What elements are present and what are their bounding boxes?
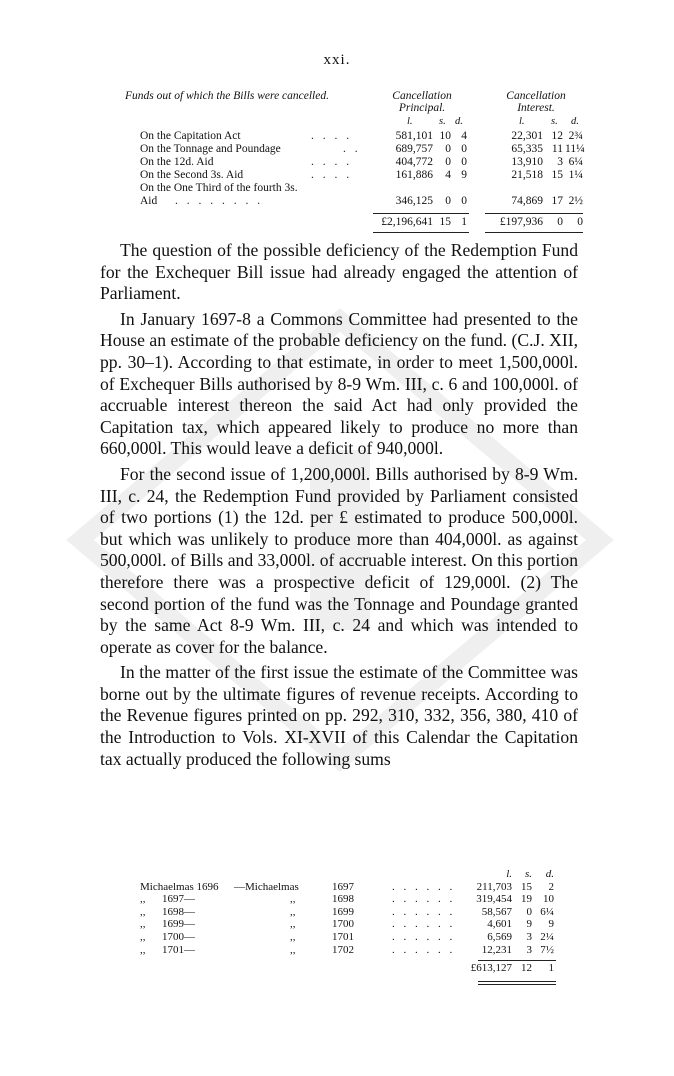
amount-pence: 7½ (540, 943, 554, 956)
period-start: Michaelmas 1696 (140, 880, 219, 893)
total-principal-shillings: 15 (439, 216, 451, 228)
leader-dots: . . . . (311, 156, 353, 168)
period-separator: ,, (290, 943, 296, 956)
interest-pounds: 74,869 (511, 195, 543, 207)
interest-shillings: 15 (551, 169, 563, 181)
total-underline (373, 232, 469, 233)
paragraph: In January 1697-8 a Commons Committee had presented to the House an estimate of the probable deficiency on the fund. (C.J. XII, pp. 30–1). According to that estimate, in order to meet 1,500,000l. of Exchequer Bills authorised by 8-9 Wm. III, c. 6 and 100,000l. of accruable interest thereon the said Act had only provided the Capitation tax, which appeared likely to produce no more than 660,000l. This would leave a deficit of 940,000l. (100, 308, 578, 459)
amount-shillings: 3 (526, 930, 532, 943)
row-label: On the 12d. Aid (140, 156, 214, 168)
amount-pounds: 12,231 (481, 943, 512, 956)
interest-pence: 1¼ (568, 169, 583, 181)
table-row (115, 156, 585, 169)
total-pounds: £613,127 (470, 962, 512, 975)
amount-pounds: 4,601 (487, 918, 512, 931)
leader-dots: . . . . . . (392, 943, 456, 956)
period-end: 1702 (332, 943, 354, 956)
total-interest-pence: 0 (577, 216, 583, 228)
period-separator: —Michaelmas (234, 880, 299, 893)
interest-pence: 2½ (568, 195, 583, 207)
paragraph: The question of the possible deficiency of the Redemption Fund for the Exchequer Bill issue had already engaged the attention of Parliament. (100, 240, 578, 304)
principal-pence: 0 (461, 156, 467, 168)
period-start: ,, 1701— (140, 943, 195, 956)
unit-shillings: s. (551, 116, 558, 127)
row-label: Aid (140, 195, 158, 207)
amount-pence: 6¼ (540, 905, 554, 918)
table-row (115, 195, 585, 208)
period-start: ,, 1697— (140, 893, 195, 906)
table-row (115, 130, 585, 143)
interest-pounds: 21,518 (511, 169, 543, 181)
principal-pence: 9 (461, 169, 467, 181)
interest-pence: 2¾ (568, 130, 583, 142)
total-underline (478, 981, 556, 982)
amount-pence: 9 (548, 918, 554, 931)
principal-pence: 0 (461, 195, 467, 207)
unit-pounds: l. (407, 116, 413, 127)
capitation-table-units (140, 868, 580, 881)
amount-shillings: 3 (526, 943, 532, 956)
unit-pounds: l. (506, 868, 512, 880)
table-row (140, 906, 580, 919)
amount-pounds: 58,567 (481, 905, 512, 918)
row-label: On the One Third of the fourth 3s. (140, 182, 298, 194)
total-rule (485, 213, 583, 214)
row-label: On the Second 3s. Aid (140, 169, 244, 181)
period-end: 1697 (332, 880, 354, 893)
leader-dots: . . . . . . (392, 905, 456, 918)
principal-shillings: 0 (445, 195, 451, 207)
period-separator: ,, (290, 893, 296, 906)
total-rule (373, 213, 469, 214)
total-pence: 1 (548, 962, 554, 975)
total-shillings: 12 (521, 962, 532, 975)
total-rule (478, 960, 556, 961)
period-end: 1700 (332, 918, 354, 931)
leader-dots: . . . . . . (392, 893, 456, 906)
period-separator: ,, (290, 918, 296, 931)
table-row (140, 918, 580, 931)
interest-pence: 6¼ (568, 156, 583, 168)
interest-pounds: 22,301 (511, 130, 543, 142)
period-start: ,, 1699— (140, 918, 195, 931)
principal-pounds: 161,886 (395, 169, 433, 181)
amount-shillings: 9 (526, 918, 532, 931)
principal-shillings: 10 (439, 130, 451, 142)
principal-pence: 0 (461, 143, 467, 155)
period-start: ,, 1698— (140, 905, 195, 918)
total-row (115, 216, 585, 229)
body-text (100, 240, 578, 774)
period-separator: ,, (290, 930, 296, 943)
interest-pence: 11¼ (565, 143, 585, 155)
principal-pounds: 689,757 (395, 143, 433, 155)
total-interest-shillings: 0 (557, 216, 563, 228)
total-underline (485, 232, 583, 233)
unit-pence: d. (455, 116, 463, 127)
page-number: xxi. (323, 52, 351, 68)
table-row (115, 169, 585, 182)
principal-pounds: 404,772 (395, 156, 433, 168)
leader-dots: . . . . . . (392, 918, 456, 931)
interest-shillings: 11 (551, 143, 563, 155)
principal-pence: 4 (461, 130, 467, 142)
amount-pounds: 319,454 (476, 893, 512, 906)
cancellation-table-body (115, 130, 585, 208)
header-funds: Funds out of which the Bills were cancelled. (125, 90, 329, 102)
table-row (115, 182, 585, 195)
period-separator: ,, (290, 905, 296, 918)
table-row (140, 931, 580, 944)
principal-shillings: 4 (445, 169, 451, 181)
unit-shillings: s. (524, 868, 532, 880)
amount-pounds: 6,569 (487, 930, 512, 943)
interest-shillings: 12 (551, 130, 563, 142)
unit-pence: d. (545, 868, 554, 880)
cancellation-table (115, 90, 585, 228)
paragraph: In the matter of the first issue the estimate of the Committee was borne out by the ultimate figures of revenue receipts. According to the Revenue figures printed on pp. 292, 310, 332, 356, 380, 410 of the Introduction to Vols. XI-XVII of this Calendar the Capitation tax actually produced the following sums (100, 662, 578, 769)
principal-shillings: 0 (445, 156, 451, 168)
header-interest: Cancellation Interest. (506, 90, 566, 114)
total-principal-pence: 1 (461, 216, 467, 228)
period-end: 1699 (332, 905, 354, 918)
total-principal-pounds: £2,196,641 (381, 216, 433, 228)
leader-dots: . . . . (311, 130, 353, 142)
table-row (140, 893, 580, 906)
unit-pounds: l. (519, 116, 525, 127)
interest-shillings: 3 (557, 156, 563, 168)
capitation-table-body (140, 881, 580, 957)
leader-dots: . . . . (311, 169, 353, 181)
amount-pence: 10 (543, 893, 554, 906)
table-row (140, 944, 580, 957)
amount-pounds: 211,703 (476, 880, 512, 893)
interest-shillings: 17 (551, 195, 563, 207)
amount-shillings: 0 (526, 905, 532, 918)
amount-shillings: 15 (521, 880, 532, 893)
amount-pence: 2¼ (540, 930, 554, 943)
cancellation-table-header (115, 90, 585, 130)
principal-pounds: 346,125 (395, 195, 433, 207)
total-interest-pounds: £197,936 (499, 216, 543, 228)
amount-shillings: 19 (521, 893, 532, 906)
period-start: ,, 1700— (140, 930, 195, 943)
principal-pounds: 581,101 (395, 130, 433, 142)
interest-pounds: 13,910 (511, 156, 543, 168)
unit-pence: d. (571, 116, 579, 127)
total-underline (478, 984, 556, 985)
period-end: 1698 (332, 893, 354, 906)
paragraph: For the second issue of 1,200,000l. Bills authorised by 8-9 Wm. III, c. 24, the Redemption Fund provided by Parliament consisted of two portions (1) the 12d. per £ estimated to produce 500,000l. but which was unlikely to produce more than 404,000l. as against 500,000l. of Bills and 33,000l. of accruable interest. On this portion therefore there was a prospective deficit of 129,000l. (2) The second portion of the fund was the Tonnage and Poundage granted by the same Act 8-9 Wm. III, c. 24 and which was intended to operate as cover for the balance. (100, 463, 578, 657)
leader-dots: . . (343, 143, 361, 155)
leader-dots: . . . . . . . . (175, 195, 264, 207)
unit-shillings: s. (439, 116, 446, 127)
header-principal: Cancellation Principal. (392, 90, 452, 114)
capitation-receipts-table (140, 868, 580, 975)
leader-dots: . . . . . . (392, 930, 456, 943)
principal-shillings: 0 (445, 143, 451, 155)
table-row (140, 881, 580, 894)
amount-pence: 2 (548, 880, 554, 893)
row-label: On the Tonnage and Poundage (140, 143, 281, 155)
leader-dots: . . . . . . (392, 880, 456, 893)
table-row (115, 143, 585, 156)
period-end: 1701 (332, 930, 354, 943)
total-row (140, 962, 580, 975)
row-label: On the Capitation Act (140, 130, 241, 142)
interest-pounds: 65,335 (511, 143, 543, 155)
